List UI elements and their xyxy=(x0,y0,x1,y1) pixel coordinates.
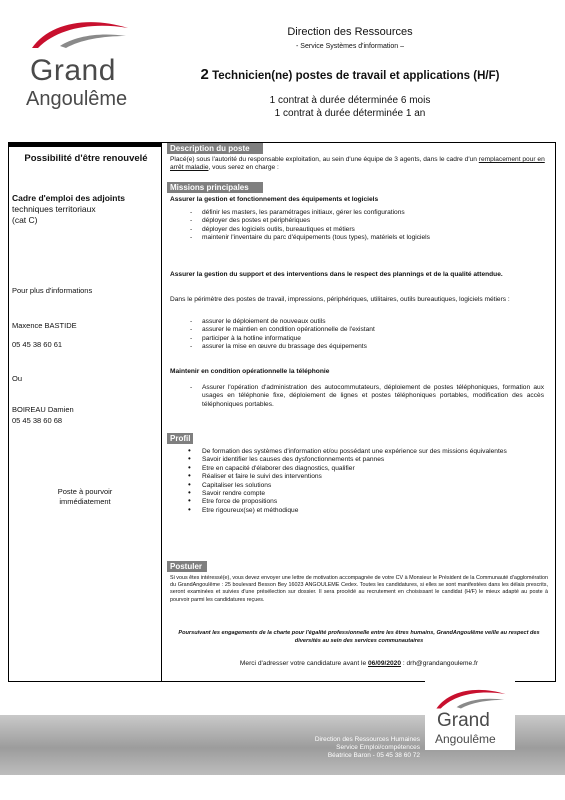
profil-item: • Etre force de propositions xyxy=(202,498,544,506)
section-missions: Missions principales xyxy=(167,182,263,193)
description-text-a: Placé(e) sous l'autorité du responsable exploitation, au sein d'une équipe de 3 agents, dans le cadre d'un xyxy=(170,156,479,163)
section-description: Description du poste xyxy=(167,143,263,154)
cadre-title: Cadre d'emploi des adjoints xyxy=(12,193,126,203)
mission-1-item: - déployer des logiciels outils, bureautiques et métiers xyxy=(202,226,542,234)
contact-1-phone: 05 45 38 60 61 xyxy=(12,340,63,349)
mission-2-item: - assurer le déploiement de nouveaux outils xyxy=(202,318,542,326)
logo-swoosh-icon xyxy=(30,14,130,50)
cadre-line-2: techniques territoriaux xyxy=(12,204,96,214)
direction-title: Direction des Ressources xyxy=(287,26,413,38)
job-title xyxy=(140,66,560,83)
job-title-text: Technicien(ne) postes de travail et applications (H/F) xyxy=(212,70,500,82)
section-postuler: Postuler xyxy=(167,561,207,572)
mission-2-item: - assurer le maintien en condition opérationnelle de l'existant xyxy=(202,326,542,334)
left-column-header-bar xyxy=(8,142,162,147)
description-underline: remplacement pour en arrêt maladie xyxy=(170,156,545,172)
mission-2-intro: Dans le périmètre des postes de travail, impressions, périphériques, utilitaires, outils bureautiques, logiciels métiers : xyxy=(170,296,510,303)
mission-1-item: - déployer des postes et périphériques xyxy=(202,217,542,225)
section-profil: Profil xyxy=(167,433,193,444)
info-label: Pour plus d'informations xyxy=(12,286,93,295)
grand-angouleme-logo xyxy=(16,12,134,124)
apply-text: Si vous êtes intéressé(e), vous devez envoyer une lettre de motivation accompagnée de votre CV à Monsieur le Président de la Communauté d'agglomération du GrandAngoulême : 25 boulevard Besson Bey 16023 ANGOULEME Cedex. Toutes les candidatures, si elles se sont manifestées dans les délais prescrits, seront examinées et suivies d'une présélection sur dossier. Il sera procédé au recrutement en choisissant le candidat (H/F) le mieux adapté au poste à pourvoir parmi les candidatures reçues. xyxy=(170,575,548,603)
logo-angouleme-text: Angoulême xyxy=(26,88,128,110)
contract-line-1: 1 contrat à durée déterminée 6 mois xyxy=(269,95,431,106)
profil-item: • Réaliser et faire le suivi des interventions xyxy=(202,473,544,481)
footer-line-1: Direction des Ressources Humaines xyxy=(314,736,420,743)
footer-contact xyxy=(255,736,420,760)
deadline-line xyxy=(170,660,548,668)
contact-email: : drh@grandangouleme.fr xyxy=(401,660,479,667)
profil-item: • De formation des systèmes d'information et/ou possédant une expérience sur des missions équivalentes xyxy=(202,448,544,456)
footer-logo-angouleme: Angoulême xyxy=(435,732,496,746)
profil-item: • Savoir identifier les causes des dysfonctionnements et pannes xyxy=(202,456,544,464)
mission-2-item: - assurer la mise en œuvre du brassage des équipements xyxy=(202,343,542,351)
footer-logo-swoosh-icon xyxy=(435,684,507,710)
footer-line-2: Service Emploi/compétences xyxy=(336,744,420,751)
job-count: 2 xyxy=(200,66,209,83)
deadline-text: Merci d'adresser votre candidature avant le xyxy=(239,660,368,667)
contact-2-phone: 05 45 38 60 68 xyxy=(12,416,63,425)
availability-note: Poste à pourvoir immédiatement xyxy=(57,487,113,506)
mission-3-title: Maintenir en condition opérationnelle la téléphonie xyxy=(170,368,330,375)
profil-item: • Savoir rendre compte xyxy=(202,490,544,498)
mission-1-list xyxy=(202,209,542,243)
footer-logo xyxy=(425,680,515,750)
profil-item: • Capitaliser les solutions xyxy=(202,482,544,490)
contact-1-name: Maxence BASTIDE xyxy=(12,321,77,330)
deadline-date: 06/09/2020 xyxy=(367,660,401,667)
contract-line-2: 1 contrat à durée déterminée 1 an xyxy=(274,108,426,119)
mission-1-item: - définir les masters, les paramétrages initiaux, gérer les configurations xyxy=(202,209,542,217)
footer-logo-grand: Grand xyxy=(437,710,490,731)
logo-grand-text: Grand xyxy=(30,54,116,87)
renewal-note: Possibilité d'être renouvelé xyxy=(24,153,148,164)
footer-line-3: Béatrice Baron - 05 45 38 60 72 xyxy=(327,752,420,759)
contact-2-name: BOIREAU Damien xyxy=(12,405,74,414)
profil-list xyxy=(202,448,544,515)
mission-3-item: - Assurer l'opération d'administration des autocommutateurs, déploiement de postes téléphoniques, formation aux usages en téléphonie fixe, déploiement de lignes et postes téléphoniques portables, modification des accès téléphoniques portables. xyxy=(202,384,544,409)
mission-1-item: - maintenir l'inventaire du parc d'équipements (tous types), matériels et logiciels xyxy=(202,234,542,242)
description-text xyxy=(170,156,548,173)
mission-2-list xyxy=(202,318,542,352)
mission-2-item: - participer à la hotline informatique xyxy=(202,335,542,343)
cadre-line-3: (cat C) xyxy=(12,215,38,225)
mission-1-title: Assurer la gestion et fonctionnement des équipements et logiciels xyxy=(170,196,379,203)
or-label: Ou xyxy=(12,374,23,383)
profil-item: • Etre rigoureux(se) et méthodique xyxy=(202,507,544,515)
mission-2-title: Assurer la gestion du support et des interventions dans le respect des plannings et de la qualité attendue. xyxy=(170,271,503,278)
profil-item: • Etre en capacité d'élaborer des diagnostics, qualifier xyxy=(202,465,544,473)
description-text-b: , vous serez en charge : xyxy=(208,164,279,172)
service-subtitle: - Service Systèmes d'information – xyxy=(296,43,404,50)
mission-3-list xyxy=(202,384,544,409)
equality-charter: Poursuivant les engagements de la charte pour l'égalité professionnelle entre les êtres humains, GrandAngoulême veille au respect des diversités au sein des services communautaires xyxy=(178,630,540,644)
